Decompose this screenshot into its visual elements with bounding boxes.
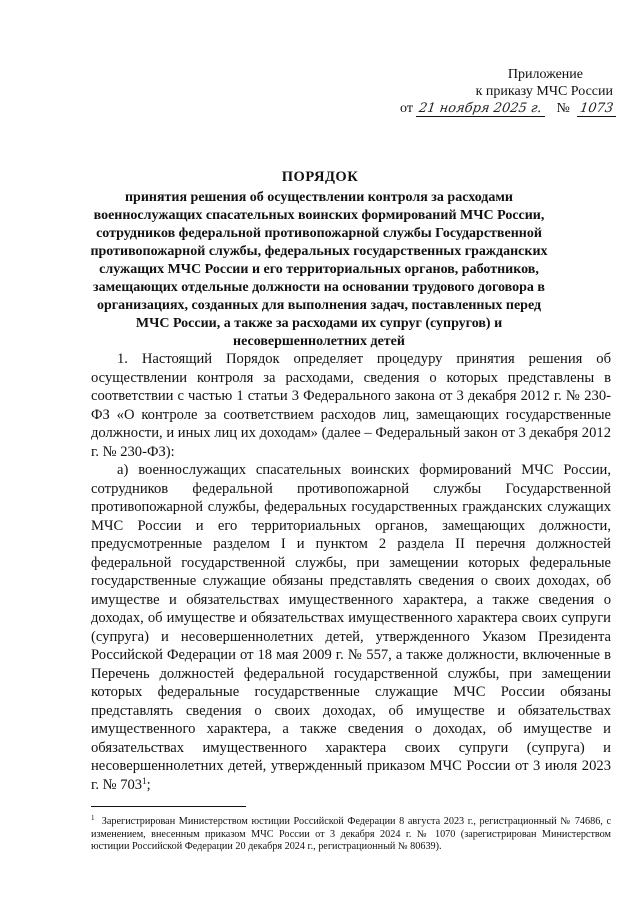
footnote-divider bbox=[91, 806, 246, 807]
paragraph-a-text: а) военнослужащих спасательных воинских формирований МЧС России, сотрудников федеральной противопожарной службы Государственной противопожарной службы, федеральных государственных гражданских служащих МЧС России и его территориальных органов, замещающих должности, предусмотренные разделом I и пунктом 2 раздела II перечня должностей федеральной государственной службы, при замещении которых федеральные государственные служащие обязаны представлять сведения о своих доходах, об имуществе и обязательствах имущественного характера, а также сведения о доходах, об имуществе и обязательствах имущественного характера своих супруги (супруга) и несовершеннолетних детей, утвержденного Указом Президента Российской Федерации от 18 мая 2009 г. № 557, а также должности, включенные в Перечень должностей федеральной государственной службы, при замещении которых федеральные государственные служащие МЧС России обязаны представлять сведения о своих доходах, об имуществе и обязательствах имущественного характера, а также сведения о доходах, об имуществе и обязательствах имущественного характера своих супруги (супруга) и несовершеннолетних детей, утвержденный приказом МЧС России от 3 июля 2023 г. № 703 bbox=[91, 462, 611, 793]
document-subtitle: принятия решения об осуществлении контроля за расходами военнослужащих спасательных воинских формирований МЧС России, сотрудников федеральной противопожарной службы Государственной противопожарной службы, федеральных государственных гражданских служащих МЧС России и его территориальных органов, работников, замещающих отдельные должности на основании трудового договора в организациях, созданных для выполнения задач, поставленных перед МЧС России, а также за расходами их супруг (супругов) и несовершеннолетних детей bbox=[90, 190, 548, 349]
footnote-reference[interactable]: 1 bbox=[142, 775, 147, 786]
footnote-text: Зарегистрирован Министерством юстиции Российской Федерации 8 августа 2023 г., регистрационный № 74686, с изменением, внесенным приказом МЧС России от 3 декабря 2024 г. № 1070 (зарегистрирован Министерством юстиции Российской Федерации 20 декабря 2024 г., регистрационный № 80639). bbox=[91, 816, 612, 852]
order-date-line bbox=[400, 100, 615, 117]
number-sign: № bbox=[556, 101, 570, 116]
footnote bbox=[91, 816, 611, 854]
paragraph-a-end: ; bbox=[146, 776, 151, 793]
handwritten-number: 1073 bbox=[579, 101, 615, 116]
handwritten-date: 21 ноября 2025 г. bbox=[418, 101, 544, 116]
appendix-header bbox=[400, 66, 615, 117]
appendix-label: Приложение bbox=[507, 67, 583, 82]
paragraph-1: 1. Настоящий Порядок определяет процедуру принятия решения об осуществлении контроля за расходами, сведения о которых представлены в соответствии с частью 1 статьи 3 Федерального закона от 3 декабря 2012 г. № 230-ФЗ «О контроле за соответствием расходов лиц, замещающих государственные должности, и иных лиц их доходам» (далее – Федеральный закон от 3 декабря 2012 г. № 230-ФЗ): bbox=[91, 351, 611, 460]
paragraph-a bbox=[91, 461, 611, 794]
date-prefix: от bbox=[400, 101, 413, 116]
document-title: ПОРЯДОК bbox=[281, 169, 359, 185]
footnote-marker: 1 bbox=[91, 814, 95, 822]
order-reference: к приказу МЧС России bbox=[475, 84, 613, 99]
document-body bbox=[91, 350, 611, 794]
